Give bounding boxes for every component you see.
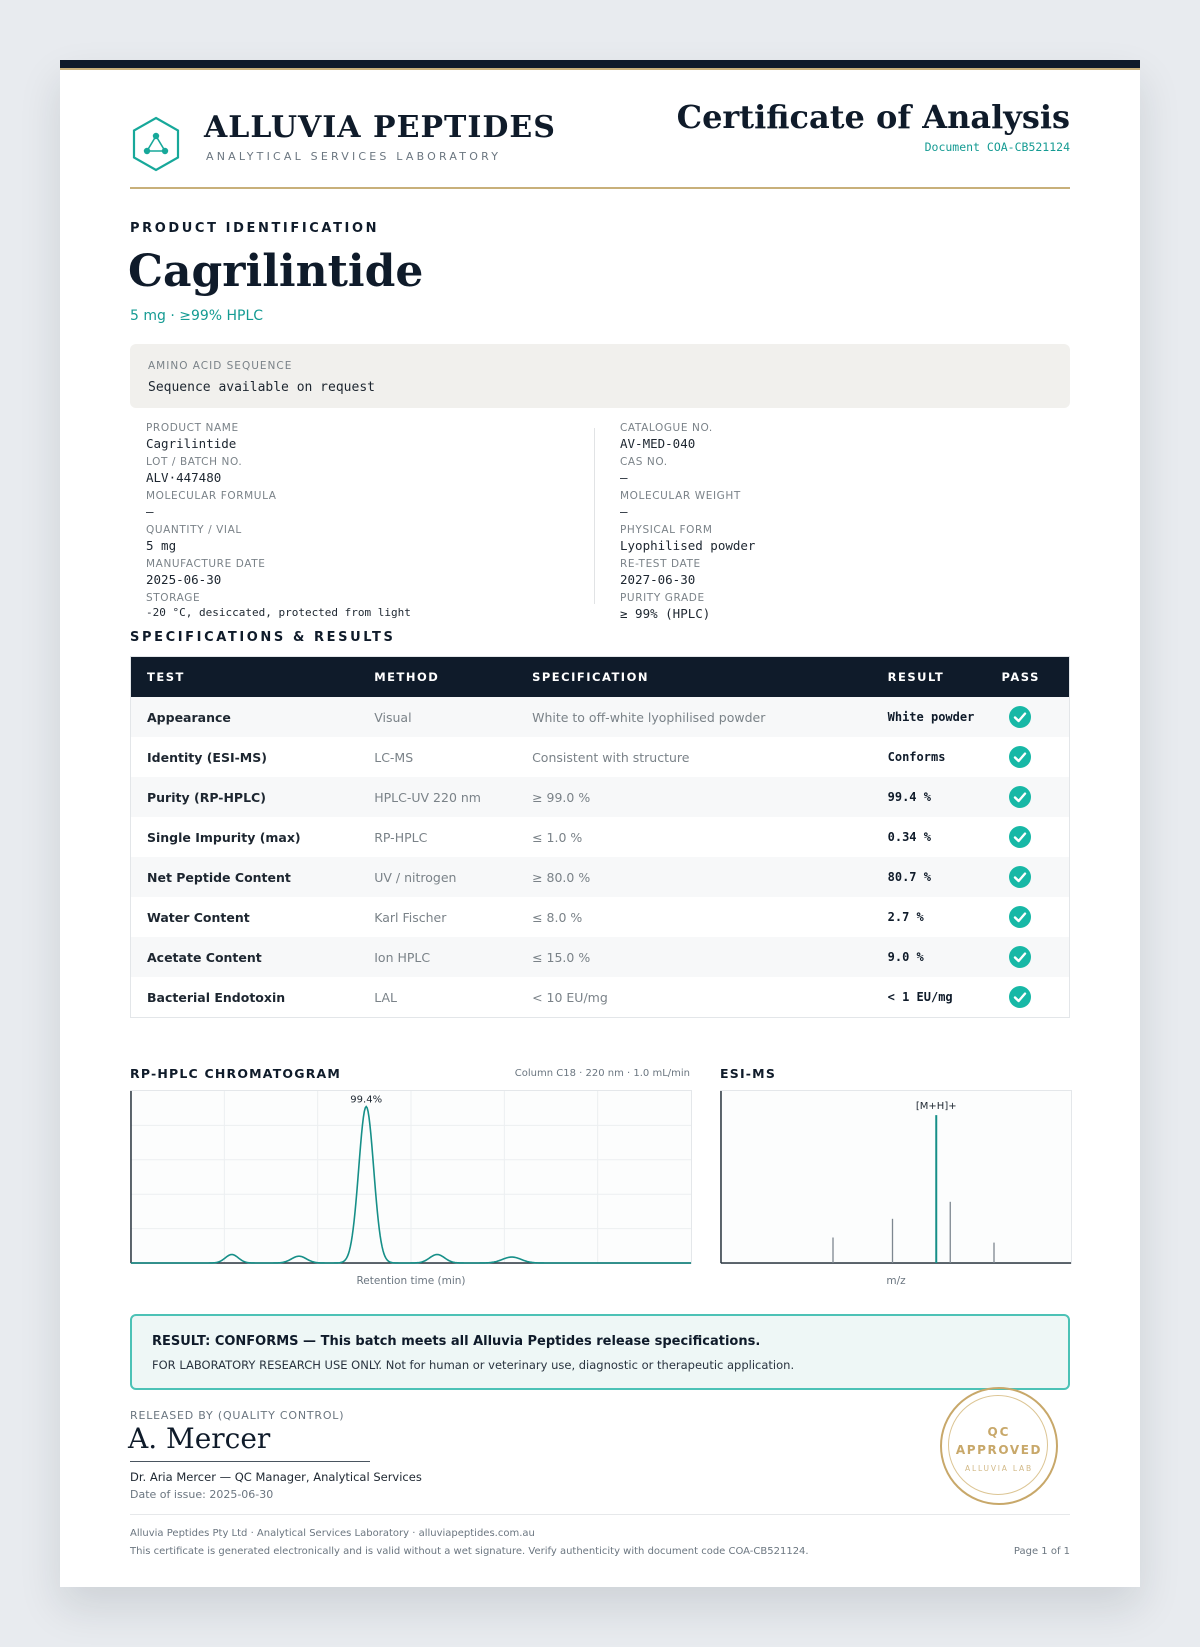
product-name-heading: Cagrilintide bbox=[128, 246, 424, 297]
column-header: METHOD bbox=[358, 657, 516, 698]
hplc-x-axis-label: Retention time (min) bbox=[356, 1275, 466, 1287]
footer-divider bbox=[130, 1514, 1070, 1515]
footer-validity-note: This certificate is generated electronically and is valid without a wet signature. Verify authenticity with document code COA-CB521124. bbox=[130, 1546, 809, 1557]
column-header: PASS bbox=[986, 657, 1070, 698]
stamp-text-approved: APPROVED bbox=[955, 1443, 1043, 1457]
pass-check-icon bbox=[1009, 946, 1031, 968]
plot-area bbox=[721, 1091, 1072, 1264]
pass-cell bbox=[986, 897, 1070, 937]
table-header-row bbox=[131, 657, 1070, 698]
column-header: TEST bbox=[131, 657, 359, 698]
field-value: ≥ 99% (HPLC) bbox=[620, 606, 711, 621]
research-use-notice: FOR LABORATORY RESEARCH USE ONLY. Not for human or veterinary use, diagnostic or therapeutic application. bbox=[152, 1358, 795, 1372]
specification-cell: ≥ 99.0 % bbox=[516, 777, 872, 817]
certificate-sheet bbox=[60, 60, 1140, 1587]
pass-check-icon bbox=[1009, 986, 1031, 1008]
column-header: RESULT bbox=[872, 657, 986, 698]
pass-check-icon bbox=[1009, 866, 1031, 888]
column-header: SPECIFICATION bbox=[516, 657, 872, 698]
field-label: STORAGE bbox=[146, 592, 201, 604]
ms-chart-title: ESI-MS bbox=[720, 1066, 777, 1081]
field-value: Lyophilised powder bbox=[620, 538, 756, 553]
table-row bbox=[131, 737, 1070, 777]
specs-table bbox=[130, 656, 1070, 1018]
field-label: PRODUCT NAME bbox=[146, 422, 239, 434]
qc-approved-stamp bbox=[940, 1387, 1058, 1505]
pass-cell bbox=[986, 697, 1070, 737]
ms-peak-annotation: [M+H]+ bbox=[915, 1101, 957, 1113]
field-label: MOLECULAR FORMULA bbox=[146, 490, 277, 502]
field-label: QUANTITY / VIAL bbox=[146, 524, 242, 536]
pass-cell bbox=[986, 857, 1070, 897]
test-cell: Bacterial Endotoxin bbox=[131, 977, 359, 1018]
field-label: PHYSICAL FORM bbox=[620, 524, 713, 536]
header-divider bbox=[130, 187, 1070, 189]
field-value: — bbox=[620, 470, 628, 485]
hplc-chart-note: Column C18 · 220 nm · 1.0 mL/min bbox=[514, 1068, 690, 1079]
result-cell: White powder bbox=[872, 697, 986, 737]
result-cell: Conforms bbox=[872, 737, 986, 777]
pass-check-icon bbox=[1009, 906, 1031, 928]
release-label: RELEASED BY (QUALITY CONTROL) bbox=[130, 1409, 345, 1422]
sequence-label: AMINO ACID SEQUENCE bbox=[148, 360, 293, 372]
signature: A. Mercer bbox=[128, 1422, 271, 1455]
table-row bbox=[131, 817, 1070, 857]
method-cell: HPLC-UV 220 nm bbox=[358, 777, 516, 817]
specification-cell: ≥ 80.0 % bbox=[516, 857, 872, 897]
pass-cell bbox=[986, 817, 1070, 857]
test-cell: Identity (ESI-MS) bbox=[131, 737, 359, 777]
document-title: Certificate of Analysis bbox=[676, 98, 1070, 136]
field-label: MANUFACTURE DATE bbox=[146, 558, 266, 570]
test-cell: Appearance bbox=[131, 697, 359, 737]
field-label: RE-TEST DATE bbox=[620, 558, 701, 570]
ms-x-axis-label: m/z bbox=[886, 1275, 906, 1287]
hplc-chart-title: RP-HPLC CHROMATOGRAM bbox=[130, 1066, 342, 1081]
top-accent-bar bbox=[60, 60, 1140, 68]
table-row bbox=[131, 977, 1070, 1018]
field-label: MOLECULAR WEIGHT bbox=[620, 490, 741, 502]
result-cell: 80.7 % bbox=[872, 857, 986, 897]
result-cell: < 1 EU/mg bbox=[872, 977, 986, 1018]
specification-cell: White to off-white lyophilised powder bbox=[516, 697, 872, 737]
method-cell: RP-HPLC bbox=[358, 817, 516, 857]
method-cell: LC-MS bbox=[358, 737, 516, 777]
field-value: — bbox=[620, 504, 628, 519]
specification-cell: Consistent with structure bbox=[516, 737, 872, 777]
result-statement: RESULT: CONFORMS — This batch meets all Alluvia Peptides release specifications. bbox=[152, 1334, 761, 1349]
result-conformance-box bbox=[130, 1314, 1070, 1390]
result-cell: 9.0 % bbox=[872, 937, 986, 977]
signer-name: Dr. Aria Mercer — QC Manager, Analytical Services bbox=[130, 1470, 422, 1484]
document-code: Document COA-CB521124 bbox=[924, 140, 1070, 154]
stamp-text-qc: QC bbox=[987, 1425, 1011, 1439]
table-row bbox=[131, 937, 1070, 977]
stamp-text-lab: ALLUVIA LAB bbox=[965, 1464, 1033, 1473]
pass-check-icon bbox=[1009, 826, 1031, 848]
table-row bbox=[131, 697, 1070, 737]
test-cell: Net Peptide Content bbox=[131, 857, 359, 897]
table-row bbox=[131, 777, 1070, 817]
field-value: — bbox=[146, 504, 154, 519]
product-section-title: PRODUCT IDENTIFICATION bbox=[130, 221, 380, 236]
main-peak-label: 99.4% bbox=[350, 1094, 383, 1106]
field-value: ALV·447480 bbox=[146, 470, 222, 485]
pass-cell bbox=[986, 977, 1070, 1018]
field-label: LOT / BATCH NO. bbox=[146, 456, 243, 468]
hexagon-molecule-icon bbox=[130, 115, 182, 173]
esi-ms-chart bbox=[720, 1090, 1072, 1264]
test-cell: Water Content bbox=[131, 897, 359, 937]
pass-cell bbox=[986, 937, 1070, 977]
result-cell: 99.4 % bbox=[872, 777, 986, 817]
brand-subtitle: ANALYTICAL SERVICES LABORATORY bbox=[206, 150, 502, 163]
test-cell: Purity (RP-HPLC) bbox=[131, 777, 359, 817]
hplc-chromatogram-chart bbox=[130, 1090, 692, 1264]
signature-line bbox=[130, 1461, 370, 1462]
specification-cell: ≤ 15.0 % bbox=[516, 937, 872, 977]
field-value: 2027-06-30 bbox=[620, 572, 696, 587]
method-cell: Ion HPLC bbox=[358, 937, 516, 977]
pass-check-icon bbox=[1009, 706, 1031, 728]
specs-section-title: SPECIFICATIONS & RESULTS bbox=[130, 630, 396, 645]
field-value: 2025-06-30 bbox=[146, 572, 222, 587]
test-cell: Acetate Content bbox=[131, 937, 359, 977]
top-gold-rule bbox=[60, 68, 1140, 70]
product-subtitle: 5 mg · ≥99% HPLC bbox=[130, 308, 264, 324]
table-row bbox=[131, 857, 1070, 897]
method-cell: LAL bbox=[358, 977, 516, 1018]
table-row bbox=[131, 897, 1070, 937]
method-cell: Karl Fischer bbox=[358, 897, 516, 937]
method-cell: UV / nitrogen bbox=[358, 857, 516, 897]
result-cell: 2.7 % bbox=[872, 897, 986, 937]
result-cell: 0.34 % bbox=[872, 817, 986, 857]
pass-cell bbox=[986, 777, 1070, 817]
field-label: CATALOGUE NO. bbox=[620, 422, 713, 434]
issue-date: Date of issue: 2025-06-30 bbox=[130, 1488, 274, 1501]
field-label: PURITY GRADE bbox=[620, 592, 705, 604]
sequence-box bbox=[130, 344, 1070, 408]
test-cell: Single Impurity (max) bbox=[131, 817, 359, 857]
method-cell: Visual bbox=[358, 697, 516, 737]
sequence-value: Sequence available on request bbox=[148, 380, 375, 395]
field-value: Cagrilintide bbox=[146, 436, 237, 451]
field-value: 5 mg bbox=[146, 538, 177, 553]
pass-cell bbox=[986, 737, 1070, 777]
footer-company: Alluvia Peptides Pty Ltd · Analytical Services Laboratory · alluviapeptides.com.au bbox=[130, 1528, 535, 1539]
specification-cell: ≤ 1.0 % bbox=[516, 817, 872, 857]
specification-cell: ≤ 8.0 % bbox=[516, 897, 872, 937]
field-label: CAS NO. bbox=[620, 456, 668, 468]
field-value: AV-MED-040 bbox=[620, 436, 696, 451]
field-value: -20 °C, desiccated, protected from light bbox=[146, 606, 411, 619]
page-number: Page 1 of 1 bbox=[1013, 1546, 1070, 1557]
pass-check-icon bbox=[1009, 746, 1031, 768]
brand-name: ALLUVIA PEPTIDES bbox=[204, 110, 556, 145]
pass-check-icon bbox=[1009, 786, 1031, 808]
fields-divider bbox=[594, 428, 595, 604]
specification-cell: < 10 EU/mg bbox=[516, 977, 872, 1018]
